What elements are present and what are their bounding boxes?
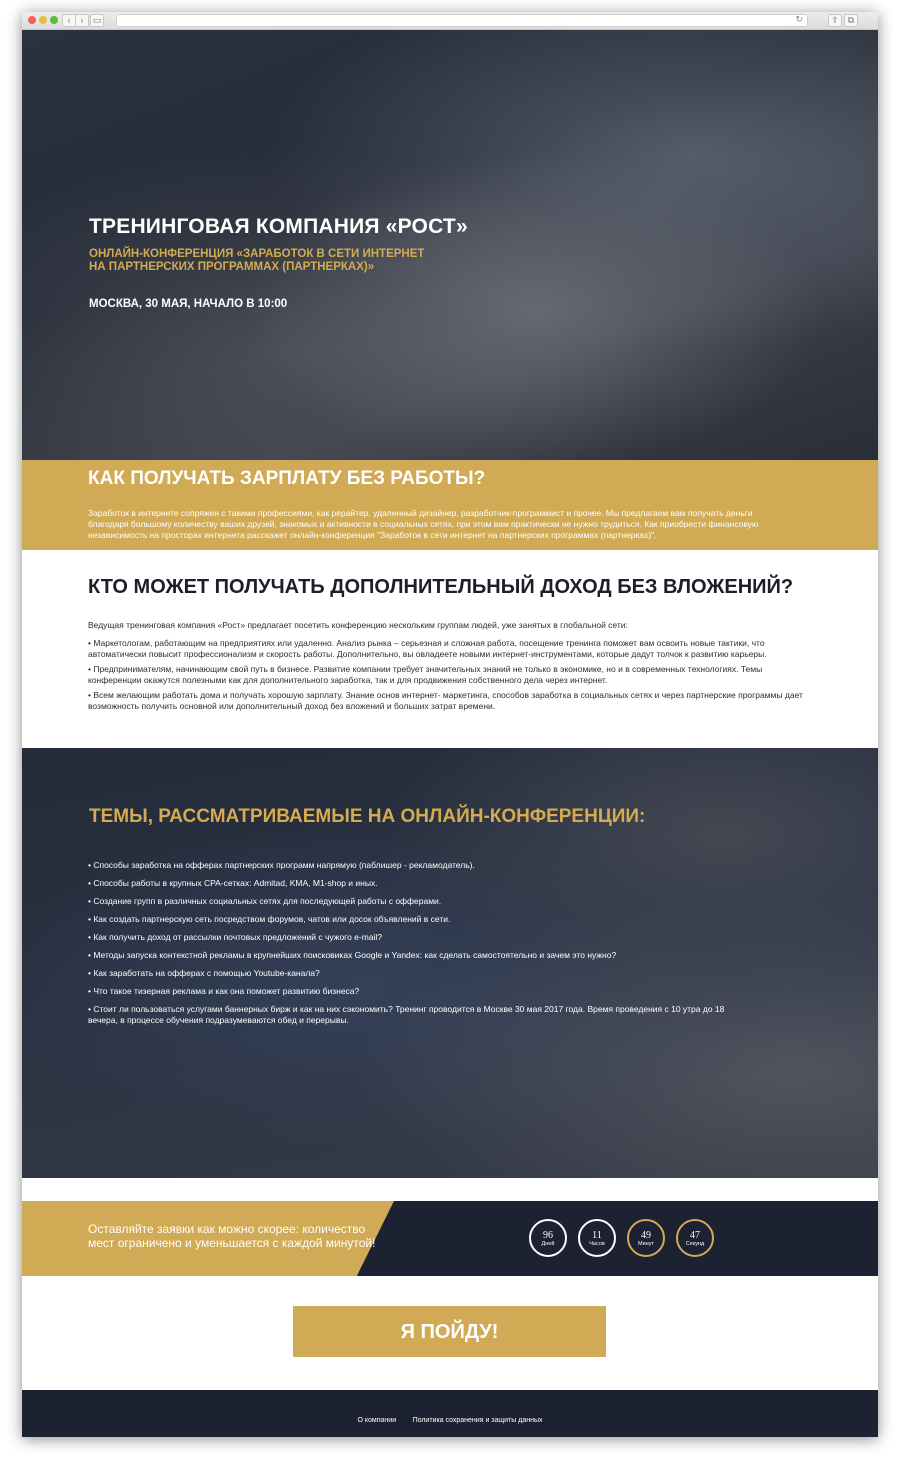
list-item: • Как получить доход от рассылки почтовых предложений с чужого e-mail? — [88, 932, 383, 942]
list-item: • Что такое тизерная реклама и как она поможет развитию бизнеса? — [88, 986, 360, 996]
timer-minutes-label: Минут — [638, 1240, 654, 1247]
footer-link-privacy[interactable]: Политика сохранения и защиты данных — [412, 1417, 543, 1424]
footer-links — [22, 1409, 878, 1427]
audience-list — [88, 638, 808, 716]
reload-icon[interactable]: ↻ — [795, 14, 803, 24]
timer-seconds-label: Секунд — [685, 1240, 705, 1247]
countdown-band — [22, 1201, 878, 1276]
timer-hours — [578, 1219, 616, 1257]
forward-icon[interactable]: › — [75, 14, 89, 27]
tabs-icon[interactable]: ⧉ — [844, 14, 858, 27]
footer — [22, 1390, 878, 1437]
audience-intro: Ведущая тренинговая компания «Рост» предлагает посетить конференцию нескольким группам людей, уже занятых в глобальной сети: — [88, 620, 628, 630]
timer-seconds-value: 47 — [690, 1229, 700, 1241]
hero-section — [22, 30, 878, 460]
back-icon[interactable]: ‹ — [62, 14, 76, 27]
topics-section — [22, 748, 878, 1178]
list-item: • Всем желающим работать дома и получать хорошую зарплату. Знание основ интернет- маркетинга, способов заработка в социальных сетях и через партнерские программы дает возможность получить основной или дополнительный доход без вложений и больших затрат времени. — [88, 690, 803, 711]
list-item: • Способы заработка на офферах партнерских программ напрямую (паблишер - рекламодатель). — [88, 860, 475, 870]
browser-window — [22, 12, 878, 1437]
timer-hours-value: 11 — [592, 1229, 602, 1241]
list-item: • Как заработать на офферах с помощью Youtube-канала? — [88, 968, 320, 978]
salary-heading: КАК ПОЛУЧАТЬ ЗАРПЛАТУ БЕЗ РАБОТЫ? — [88, 468, 486, 489]
countdown-timer — [529, 1219, 714, 1257]
audience-section — [22, 550, 878, 748]
topics-heading: ТЕМЫ, РАССМАТРИВАЕМЫЕ НА ОНЛАЙН-КОНФЕРЕНЦИИ: — [89, 806, 646, 827]
hero-subtitle: ОНЛАЙН-КОНФЕРЕНЦИЯ «ЗАРАБОТОК В СЕТИ ИНТЕРНЕТ НА ПАРТНЕРСКИХ ПРОГРАММАХ (ПАРТНЕРКАХ)» — [89, 248, 425, 273]
minimize-window-icon[interactable] — [39, 16, 47, 24]
salary-text: Заработок в интернете сопряжен с такими профессиями, как рерайтер, удаленный дизайнер, разработчик-программист и прочее. Мы предлагаем вам получать деньги благодаря большому количеству ваших друзей, знакомых и активности в социальных сетях, при этом вам практически не нужно трудиться. Как приобрести финансовую независимость на просторах интернета расскажет онлайн-конференция "Заработок в сети интернет на партнерских программах (партнерках)". — [88, 508, 759, 540]
register-button[interactable]: Я ПОЙДУ! — [293, 1306, 606, 1357]
list-item: • Создание групп в различных социальных сетях для последующей работы с офферами. — [88, 896, 442, 906]
timer-minutes — [627, 1219, 665, 1257]
topics-list — [88, 860, 748, 1033]
share-icon[interactable]: ⇧ — [828, 14, 842, 27]
timer-seconds — [676, 1219, 714, 1257]
footer-link-about[interactable]: О компании — [357, 1417, 397, 1424]
list-item: • Способы работы в крупных CPA-сетках: Admitad, KMA, M1-shop и иных. — [88, 878, 378, 888]
list-item: • Стоит ли пользоваться услугами баннерных бирж и как на них сэкономить? Тренинг проводится в Москве 30 мая 2017 года. Время проведения с 10 утра до 18 вечера, в процессе обучения подразумеваются обед и перерывы. — [88, 1004, 725, 1025]
salary-section — [22, 460, 878, 550]
timer-days-label: Дней — [541, 1240, 555, 1247]
close-window-icon[interactable] — [28, 16, 36, 24]
audience-heading: КТО МОЖЕТ ПОЛУЧАТЬ ДОПОЛНИТЕЛЬНЫЙ ДОХОД БЕЗ ВЛОЖЕНИЙ? — [88, 576, 794, 598]
timer-minutes-value: 49 — [641, 1229, 651, 1241]
list-item: • Маркетологам, работающим на предприятиях или удаленно. Анализ рынка – серьезная и сложная работа, посещение тренинга поможет вам освоить новые тактики, что автоматически повысит профессионализм и скорость работы. Дополнительно, вы овладеете новыми интернет-инструментами, которые дадут толчок к развитию карьеры. — [88, 638, 767, 659]
browser-toolbar — [22, 12, 878, 30]
timer-days — [529, 1219, 567, 1257]
address-bar[interactable] — [116, 14, 808, 27]
timer-hours-label: Часов — [589, 1240, 605, 1247]
list-item: • Как создать партнерскую сеть посредством форумов, чатов или досок объявлений в сети. — [88, 914, 451, 924]
hero-date: МОСКВА, 30 МАЯ, НАЧАЛО В 10:00 — [89, 298, 288, 310]
hero-title: ТРЕНИНГОВАЯ КОМПАНИЯ «РОСТ» — [89, 215, 468, 238]
maximize-window-icon[interactable] — [50, 16, 58, 24]
sidebar-icon[interactable]: ▭ — [90, 14, 104, 27]
list-item: • Методы запуска контекстной рекламы в крупнейших поисковиках Google и Yandex: как сделать самостоятельно и зачем это нужно? — [88, 950, 617, 960]
timer-days-value: 96 — [543, 1229, 553, 1241]
list-item: • Предпринимателям, начинающим свой путь в бизнесе. Развитие компании требует значительных знаний не только в экономике, но и в современных технологиях. Темы конференции окажутся полезными как для дополнительного заработка, так и для продвижения собственного дела через интернет. — [88, 664, 763, 685]
countdown-message: Оставляйте заявки как можно скорее: количество мест ограничено и уменьшается с каждой минутой! — [88, 1222, 376, 1250]
